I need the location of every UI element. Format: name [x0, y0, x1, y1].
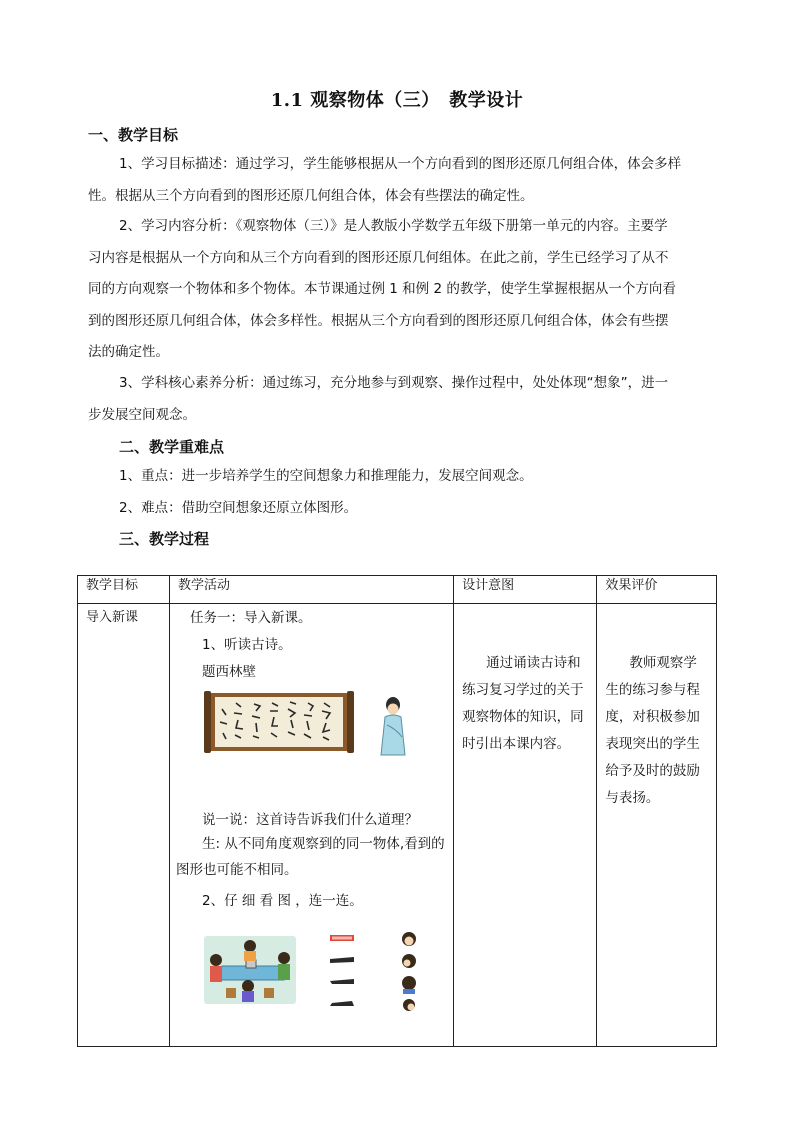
section-heading-goals: 一、教学目标	[88, 126, 179, 144]
activity-cell	[170, 604, 453, 1044]
child-heads-column	[398, 930, 420, 1016]
text-line: 3、学科核心素养分析：通过练习，充分地参与到观察、操作过程中，处处体现“想象”，进一	[119, 375, 669, 391]
scroll-paper	[215, 697, 343, 747]
text-line: 2、难点：借助空间想象还原立体图形。	[119, 499, 358, 516]
poet-face	[388, 704, 399, 715]
child-body	[242, 991, 254, 1002]
header-goal: 教学目标	[78, 576, 170, 604]
child-body	[278, 964, 290, 980]
design-intent	[454, 604, 596, 758]
step-1: 1、听读古诗。	[202, 637, 292, 653]
view-option	[330, 979, 354, 984]
text-line: 性。根据从三个方向看到的图形还原几何组合体，体会有些摆法的确定性。	[88, 187, 534, 204]
header-evaluation: 效果评价	[597, 576, 717, 604]
text-line: 到的图形还原几何组合体，体会多样性。根据从三个方向看到的图形还原几何组合体，体会有些摆	[88, 312, 669, 329]
teaching-process-table	[77, 575, 717, 1047]
goal-paragraph-1	[88, 149, 704, 212]
child-head	[244, 940, 256, 952]
text-line: 1、重点：进一步培养学生的空间想象力和推理能力，发展空间观念。	[119, 468, 533, 484]
effect-evaluation-text: 教师观察学生的练习参与程度，对积极参加表现突出的学生给予及时的鼓励与表扬。	[605, 655, 700, 806]
text-line: 1、学习目标描述：通过学习，学生能够根据从一个方向看到的图形还原几何组合体，体会多样	[119, 156, 682, 172]
chair	[264, 988, 274, 998]
child-face	[408, 1004, 415, 1011]
discussion-question: 说一说：这首诗告诉我们什么道理？	[202, 812, 419, 828]
child-head	[210, 954, 222, 966]
step-2: 2、仔 细 看 图 ，连一连。	[202, 893, 363, 909]
view-option-detail	[332, 937, 352, 940]
scene-object	[246, 960, 256, 968]
table-header-row	[78, 576, 717, 604]
chair	[226, 988, 236, 998]
task-line: 任务一：导入新课。	[190, 610, 312, 626]
scroll-rod-right	[347, 691, 354, 753]
goal-paragraph-2	[88, 211, 704, 369]
child-head	[242, 980, 254, 992]
text-line: 同的方向观察一个物体和多个物体。本节课通过例 1 和例 2 的教学，使学生掌握根据从一个方向看	[88, 281, 676, 297]
goal-paragraph-3	[88, 368, 704, 431]
text-line: 步发展空间观念。	[88, 406, 196, 423]
section-heading-keypoints: 二、教学重难点	[119, 438, 225, 456]
child-collar	[403, 989, 415, 994]
document-title: 1.1 观察物体（三） 教学设计	[270, 90, 524, 111]
scroll-rod-left	[204, 691, 211, 753]
design-intent-text: 通过诵读古诗和练习复习学过的关于观察物体的知识，同时引出本课内容。	[462, 655, 584, 752]
poet-figure-image	[376, 695, 410, 757]
poem-title: 题西林壁	[202, 664, 257, 680]
child-head	[278, 952, 290, 964]
child-body	[210, 966, 222, 982]
section-heading-process: 三、教学过程	[119, 530, 210, 548]
child-head-icon	[402, 976, 416, 990]
child-body	[244, 951, 256, 961]
student-answer: 生: 从不同角度观察到的同一物体,看到的图形也可能不相同。	[176, 836, 445, 878]
child-face	[404, 960, 411, 967]
child-face	[405, 937, 414, 946]
effect-evaluation	[597, 604, 716, 812]
row-goal: 导入新课	[86, 610, 139, 625]
view-option	[330, 1001, 354, 1006]
keypoints-paragraph	[88, 461, 704, 524]
text-line: 2、学习内容分析：《观察物体（三）》是人教版小学数学五年级下册第一单元的内容。主要学	[119, 218, 668, 234]
table-row	[78, 604, 717, 1047]
calligraphy-scroll-image	[204, 689, 354, 755]
poet-robe	[381, 715, 405, 755]
text-line: 习内容是根据从一个方向和从三个方向看到的图形还原几何组体。在此之前，学生已经学习了从不	[88, 249, 669, 266]
object-views-column	[328, 932, 358, 1012]
header-intent: 设计意图	[454, 576, 597, 604]
children-around-table-image	[204, 936, 296, 1004]
view-option	[330, 957, 354, 963]
text-line: 法的确定性。	[88, 344, 169, 360]
header-activity: 教学活动	[170, 576, 454, 604]
